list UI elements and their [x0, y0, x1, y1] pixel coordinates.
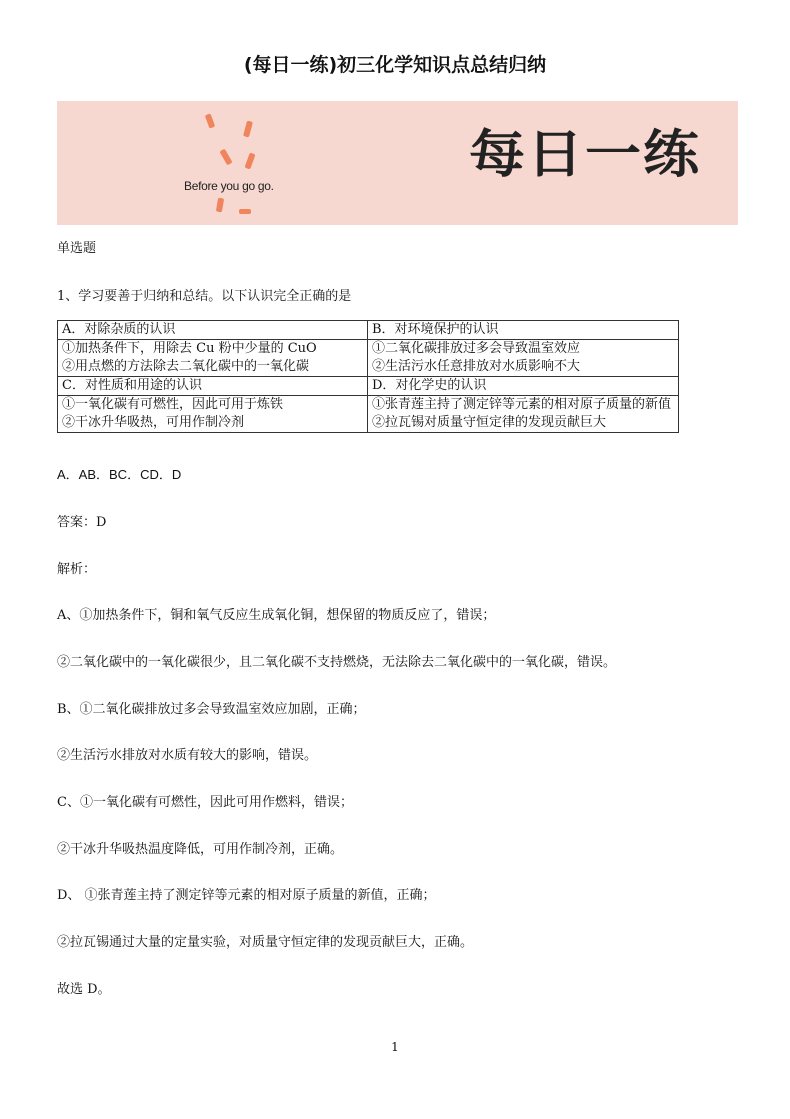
options-table: [57, 320, 679, 433]
option-a-item-2: ②用点燃的方法除去二氧化碳中的一氧化碳: [62, 359, 310, 374]
option-b-item-1: ①二氧化碳排放过多会导致温室效应: [372, 341, 581, 356]
banner-image: [57, 101, 738, 225]
option-a-content: [58, 340, 368, 377]
option-b-content: [368, 340, 679, 377]
section-label: 单选题: [57, 241, 97, 256]
option-c-item-1: ①一氧化碳有可燃性，因此可用于炼铁: [62, 397, 284, 412]
question-text: 1、学习要善于归纳和总结。以下认识完全正确的是: [57, 289, 352, 304]
brush-strokes: [205, 113, 256, 214]
answer-text: 答案：D: [57, 515, 107, 530]
option-d-content: [368, 396, 679, 433]
option-d-item-2: ②拉瓦锡对质量守恒定律的发现贡献巨大: [372, 415, 607, 430]
option-b-item-2: ②生活污水任意排放对水质影响不大: [372, 359, 581, 374]
document-title: (每日一练)初三化学知识点总结归纳: [243, 54, 547, 76]
analysis-line: ②拉瓦锡通过大量的定量实验，对质量守恒定律的发现贡献巨大，正确。: [57, 935, 474, 950]
answer-options: A．AB．BC．CD．D: [57, 467, 182, 482]
option-b-header: B．对环境保护的认识: [368, 321, 679, 340]
option-d-header: D．对化学史的认识: [368, 377, 679, 396]
option-c-content: [58, 396, 368, 433]
banner-mark: 每日一练: [469, 125, 701, 186]
analysis-line: ②干冰升华吸热温度降低，可用作制冷剂，正确。: [57, 842, 344, 857]
option-d-item-1: ①张青莲主持了测定锌等元素的相对原子质量的新值: [372, 397, 672, 412]
option-c-header: C．对性质和用途的认识: [58, 377, 368, 396]
table-row: [58, 340, 679, 377]
analysis-line: A、①加热条件下，铜和氧气反应生成氧化铜，想保留的物质反应了，错误；: [57, 608, 496, 623]
analysis-line: D、 ①张青莲主持了测定锌等元素的相对原子质量的新值，正确；: [57, 888, 436, 903]
table-row: [58, 377, 679, 396]
option-c-item-2: ②干冰升华吸热，可用作制冷剂: [62, 415, 245, 430]
analysis-line: B、①二氧化碳排放过多会导致温室效应加剧，正确；: [57, 702, 366, 717]
banner-slogan: Before you go go.: [184, 179, 274, 193]
option-a-header: A．对除杂质的认识: [58, 321, 368, 340]
option-a-item-1: ①加热条件下，用除去 Cu 粉中少量的 CuO: [62, 341, 317, 356]
analysis-line: ②生活污水排放对水质有较大的影响，错误。: [57, 748, 318, 763]
table-row: [58, 321, 679, 340]
page-number: 1: [391, 1040, 399, 1054]
analysis-line: C、①一氧化碳有可燃性，因此可用作燃料，错误；: [57, 795, 353, 810]
analysis-label: 解析：: [57, 562, 97, 577]
table-row: [58, 396, 679, 433]
analysis-line: ②二氧化碳中的一氧化碳很少，且二氧化碳不支持燃烧，无法除去二氧化碳中的一氧化碳，错误。: [57, 655, 617, 670]
conclusion-text: 故选 D。: [57, 982, 111, 997]
